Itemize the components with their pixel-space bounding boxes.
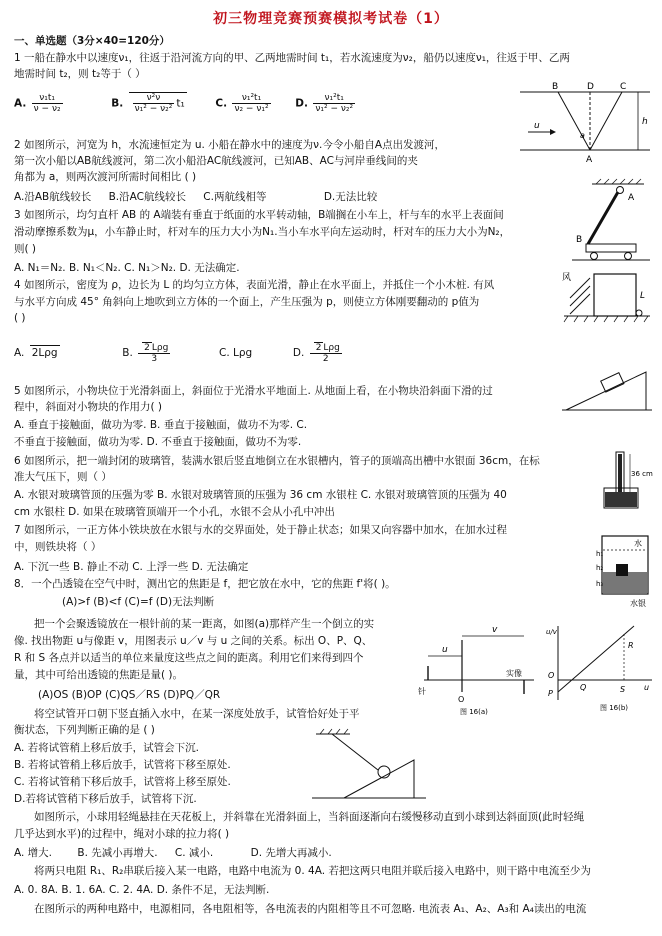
figure-cube-wind bbox=[560, 268, 654, 328]
page-title: 初三物理竞赛预赛模拟考试卷（1） bbox=[213, 11, 449, 27]
q4-opt-a-formula: 2Lρg bbox=[31, 347, 58, 359]
q10-opt-d: D.若将试管稍下移后放手，试管将下沉. bbox=[14, 793, 197, 805]
q11-opt-c: C. 减小. bbox=[174, 847, 214, 859]
fig7-label-water: 水 bbox=[634, 539, 642, 548]
q10-line1: 将空试管开口朝下竖直插入水中，在某一深度处放手，试管恰好处于平 bbox=[34, 708, 360, 720]
q2-line2: 第一次小船以AB航线渡河，第二次小船沿AC航线渡河，已知AB、AC与河岸垂线间的夹 bbox=[14, 155, 418, 167]
q2-line1: 2 如图所示，河宽为 h，水流速恒定为 u. 小船在静水中的速度为ν.今令小船自A点出发渡河， bbox=[14, 139, 446, 151]
q1-opt-d-label: D. bbox=[295, 97, 308, 110]
q11-opt-b: B. 先减小再增大. bbox=[77, 847, 158, 859]
fig1-label-u: u bbox=[534, 121, 540, 131]
q4-line3: ( ) bbox=[14, 312, 26, 324]
q4-options bbox=[14, 342, 344, 364]
fig16b-label-q: Q bbox=[580, 683, 587, 692]
fig3-label-b: B bbox=[576, 235, 583, 245]
q1-opt-b-label: B. bbox=[111, 97, 124, 110]
q1-opt-a-label: A. bbox=[14, 97, 27, 110]
q3-line3: 则( ) bbox=[14, 243, 37, 255]
fig7-label-h3: h₃ bbox=[596, 580, 604, 588]
q4-line2: 与水平方向成 45° 角斜向上地吹到立方体的一个面上，产生压强为 p，则使立方体刚要翻动的 p值为 bbox=[14, 296, 480, 308]
fig7-label-h1: h₁ bbox=[596, 550, 604, 558]
q10-opt-c: C. 若将试管稍下移后放手，试管将上移至原处. bbox=[14, 776, 231, 788]
q2-opt-c: C.两航线相等 bbox=[203, 191, 267, 203]
figure-river-crossing bbox=[516, 80, 654, 168]
fig16a-caption: 图 16(a) bbox=[460, 708, 488, 716]
q4-opt-c-formula: Lρg bbox=[233, 347, 253, 359]
fig16a-label-u: u bbox=[442, 645, 448, 655]
q11-line2: 几乎达到水平)的过程中，绳对小球的拉力将( ) bbox=[14, 828, 230, 840]
q7-line1: 7 如图所示，一正方体小铁块放在水银与水的交界面处，处于静止状态；如果又向容器中加水，在加水过程 bbox=[14, 524, 508, 536]
figure-rod-cart bbox=[568, 176, 654, 268]
q3-options: A. N₁＝N₂. B. N₁＜N₂. C. N₁＞N₂. D. 无法确定. bbox=[14, 262, 240, 274]
q9-line4: 量，其中可给出透镜的焦距是量( )。 bbox=[14, 669, 184, 681]
q6-line1: 6 如图所示，把一端封闭的玻璃管，装满水银后竖直地倒立在水银槽内，管子的顶端高出槽中水银面 36cm，在标 bbox=[14, 455, 540, 467]
q11-opt-d: D. 先增大再减小. bbox=[250, 847, 332, 859]
fig1-label-angle: a bbox=[580, 131, 585, 140]
q1-opt-c-label: C. bbox=[215, 97, 228, 110]
q9-line1: 把一个会聚透镜放在一根针前的某一距离，如图(a)那样产生一个倒立的实 bbox=[34, 618, 375, 630]
q2-options bbox=[14, 190, 391, 205]
fig16a-label-o: O bbox=[458, 695, 465, 704]
q1-line2: 地需时间 t₂，则 t₂等于（ ） bbox=[14, 68, 146, 80]
fig4-label-wind: 风 bbox=[562, 273, 572, 283]
q5-line2: 程中，斜面对小物块的作用力( ) bbox=[14, 401, 163, 413]
q5-line4: 不垂直于接触面，做功为零. D. 不垂直于接触面，做功不为零. bbox=[14, 436, 302, 448]
q9-line3: R 和 S 各点并以适当的单位来量度这些点之间的距离。利用它们来得到四个 bbox=[14, 652, 364, 664]
q11-opt-a: A. 增大. bbox=[14, 847, 53, 859]
fig16a-label-needle: 针 bbox=[418, 687, 426, 696]
fig16b-caption: 图 16(b) bbox=[600, 704, 629, 712]
q1-line1: 1 一船在静水中以速度ν₁，往返于沿河流方向的甲、乙两地需时间 t₁，若水流速度为ν₂，船仍以速度ν₁，往返于甲、乙两 bbox=[14, 52, 570, 64]
q10-opt-a: A. 若将试管稍上移后放手，试管会下沉. bbox=[14, 742, 200, 754]
q4-opt-a-label: A. bbox=[14, 347, 25, 359]
q9-options: (A)OS (B)OP (C)QS／RS (D)PQ／QR bbox=[38, 689, 221, 701]
fig16b-label-o: O bbox=[548, 671, 555, 680]
q12-line1: 将两只电阻 R₁、R₂串联后接入某一电路，电路中电流为 0. 4A. 若把这两只电阻并联后接入电路中，则干路中电流至少为 bbox=[34, 865, 591, 877]
fig7-label-mercury: 水银 bbox=[630, 599, 646, 608]
fig1-label-a-point: A bbox=[586, 155, 593, 165]
q1-opt-d-formula: $\frac{\text{ν₁²t₁}}{\text{ν₁² − ν₂²}}$ bbox=[315, 93, 354, 114]
figure-mercury-tube bbox=[600, 448, 656, 516]
q2-opt-b: B.沿AC航线较长 bbox=[108, 191, 186, 203]
fig6-label-height: 36 cm bbox=[631, 470, 653, 478]
fig16a-label-image: 实像 bbox=[506, 669, 522, 678]
fig1-label-b: B bbox=[552, 82, 559, 92]
q13-line1: 在图所示的两种电路中，电源相同，各电阻相等，各电流表的内阻相等且不可忽略. 电流表 A₁、A₂、A₃和 A₄读出的电流 bbox=[34, 903, 587, 915]
q11-options bbox=[14, 846, 346, 861]
section-heading: 一、单选题（3分×40=120分） bbox=[14, 35, 170, 47]
q3-line2: 滑动摩擦系数为μ，小车静止时，杆对车的压力大小为N₁.当小车水平向左运动时，杆对车的压力大小为N₂， bbox=[14, 226, 511, 238]
q5-line1: 5 如图所示，小物块位于光滑斜面上，斜面位于光滑水平地面上. 从地面上看，在小物块沿斜面下滑的过 bbox=[14, 385, 493, 397]
q2-line3: 角都为 a，则两次渡河所需时间相比 ( ) bbox=[14, 171, 197, 183]
q4-opt-c-label: C. bbox=[219, 347, 230, 359]
fig1-label-h: h bbox=[642, 117, 648, 127]
q6-line2: 准大气压下，则（ ） bbox=[14, 471, 112, 483]
q1-opt-a-formula: $\frac{\text{ν₁t₁}}{\text{ν − ν₂}}$ bbox=[33, 93, 61, 114]
fig4-label-l: L bbox=[640, 291, 646, 301]
fig16b-label-r: R bbox=[628, 641, 634, 650]
fig1-label-c: C bbox=[620, 82, 627, 92]
fig1-label-d: D bbox=[587, 82, 594, 92]
q5-line3: A. 垂直于接触面，做功为零. B. 垂直于接触面，做功不为零. C. bbox=[14, 419, 308, 431]
q1-opt-c-formula: $\frac{\text{ν₁²t₁}}{\text{ν₂ − ν₁²}}$ bbox=[234, 93, 269, 114]
q9-line2: 像. 找出物距 u与像距 v，用图表示 u／v 与 u 之间的关系。标出 O、P、Q、 bbox=[14, 635, 373, 647]
fig16b-label-s: S bbox=[620, 685, 626, 694]
figure-iron-block bbox=[596, 526, 658, 610]
q10-opt-b: B. 若将试管稍上移后放手，试管将下移至原处. bbox=[14, 759, 231, 771]
figure-block-incline bbox=[560, 364, 654, 416]
q8-options: (A)>f (B)<f (C)=f (D)无法判断 bbox=[62, 596, 215, 608]
q4-opt-b-label: B. bbox=[122, 347, 133, 359]
q6-line3: A. 水银对玻璃管顶的压强为零 B. 水银对玻璃管顶的压强为 36 cm 水银柱 C. 水银对玻璃管顶的压强为 40 bbox=[14, 489, 507, 501]
q3-line1: 3 如图所示，均匀直杆 AB 的 A端装有垂直于纸面的水平转动轴，B端搁在小车上，杆与车的水平上表面间 bbox=[14, 209, 504, 221]
q1-opt-b-formula: $\frac{\text{ν²ν}}{\text{ν₁² − ν₂²}}$ t₁ bbox=[129, 92, 187, 114]
q6-line4: cm 水银柱 D. 如果在玻璃管顶端开一个小孔，水银不会从小孔中冲出 bbox=[14, 506, 335, 518]
q4-line1: 4 如图所示，密度为 ρ，边长为 L 的均匀立方体，表面光滑，静止在水平面上，并抵住一个小木桩. 有风 bbox=[14, 279, 495, 291]
q4-opt-d-label: D. bbox=[292, 347, 305, 359]
figure-ball-incline bbox=[310, 728, 430, 806]
fig16b-label-p: P bbox=[548, 689, 553, 698]
q8-line1: 8．一个凸透镜在空气中时，测出它的焦距是 f，把它放在水中，它的焦距 f'将( )。 bbox=[14, 578, 396, 590]
q11-line1: 如图所示，小球用轻绳悬挂在天花板上，并斜靠在光滑斜面上，当斜面逐渐向右缓慢移动直到小球到达斜面顶(此时轻绳 bbox=[34, 811, 585, 823]
q1-options bbox=[14, 92, 357, 114]
q4-opt-d-formula: $\frac{\text{2 Lρg}}{2}$ bbox=[310, 342, 342, 364]
figure-16a-lens bbox=[416, 618, 540, 716]
q12-options: A. 0. 8A. B. 1. 6A. C. 2. 4A. D. 条件不足，无法判断. bbox=[14, 884, 270, 896]
q7-options: A. 下沉一些 B. 静止不动 C. 上浮一些 D. 无法确定 bbox=[14, 561, 249, 573]
q10-line2: 衡状态，下列判断正确的是 ( ) bbox=[14, 724, 155, 736]
fig7-label-h2: h₂ bbox=[596, 564, 604, 572]
fig16a-label-v: v bbox=[492, 625, 498, 635]
fig16b-label-xaxis: u bbox=[644, 683, 650, 692]
fig3-label-a: A bbox=[628, 193, 635, 203]
fig16b-label-yaxis: u/v bbox=[546, 628, 557, 636]
q2-opt-a: A.沿AB航线较长 bbox=[14, 191, 92, 203]
q2-opt-d: D.无法比较 bbox=[323, 191, 378, 203]
figure-16b-graph bbox=[540, 618, 656, 712]
q7-line2: 中，则铁块将（ ） bbox=[14, 541, 102, 553]
q4-opt-b-formula: $\frac{\text{2 Lρg}}{3}$ bbox=[138, 342, 170, 364]
